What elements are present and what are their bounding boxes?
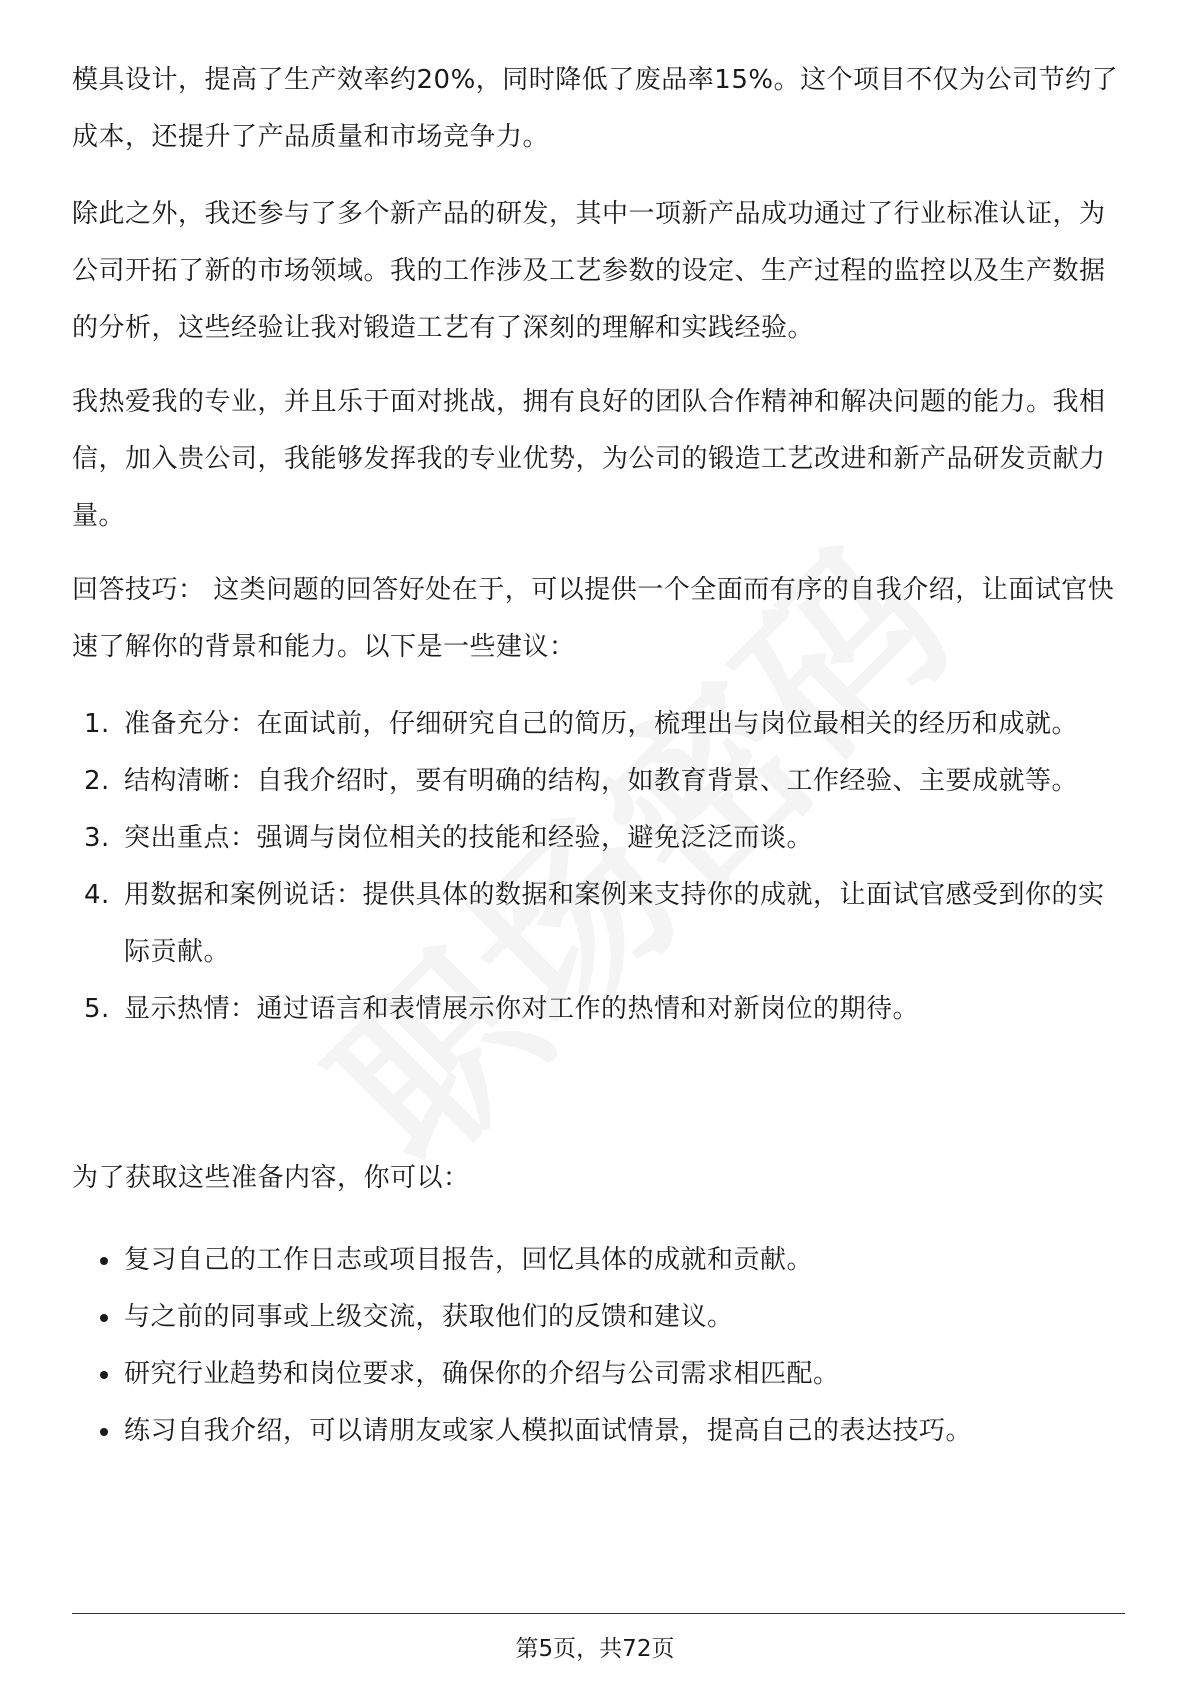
- list-item-text: 准备充分：在面试前，仔细研究自己的简历，梳理出与岗位最相关的经历和成就。: [124, 709, 1079, 739]
- paragraph-prep-intro: 为了获取这些准备内容，你可以：: [72, 1163, 470, 1193]
- bullet-icon: [100, 1314, 108, 1322]
- list-item: [72, 1403, 1122, 1460]
- paragraph-passion: 我热爱我的专业，并且乐于面对挑战，拥有良好的团队合作精神和解决问题的能力。我相信，加入贵公司，我能够发挥我的专业优势，为公司的锻造工艺改进和新产品研发贡献力量。: [72, 387, 1106, 531]
- paragraph-new-products: 除此之外，我还参与了多个新产品的研发，其中一项新产品成功通过了行业标准认证，为公司开拓了新的市场领域。我的工作涉及工艺参数的设定、生产过程的监控以及生产数据的分析，这些经验让我对锻造工艺有了深刻的理解和实践经验。: [72, 199, 1106, 343]
- list-item-text: 突出重点：强调与岗位相关的技能和经验，避免泛泛而谈。: [124, 823, 814, 853]
- list-number: 4.: [84, 880, 110, 910]
- list-item-text: 研究行业趋势和岗位要求，确保你的介绍与公司需求相匹配。: [124, 1359, 840, 1389]
- footer-divider: [72, 1613, 1125, 1614]
- list-number: 5.: [84, 994, 110, 1024]
- list-item: [72, 1346, 1122, 1403]
- list-item-text: 练习自我介绍，可以请朋友或家人模拟面试情景，提高自己的表达技巧。: [124, 1416, 973, 1446]
- list-item: [72, 981, 1122, 1038]
- tips-list: [72, 696, 1122, 1038]
- list-item: [72, 810, 1122, 867]
- list-number: 1.: [84, 709, 110, 739]
- list-item-text: 复习自己的工作日志或项目报告，回忆具体的成就和贡献。: [124, 1245, 814, 1275]
- list-number: 3.: [84, 823, 110, 853]
- list-item-text: 显示热情：通过语言和表情展示你对工作的热情和对新岗位的期待。: [124, 994, 920, 1024]
- list-item: [72, 753, 1122, 810]
- paragraph-project-result: 模具设计，提高了生产效率约20%，同时降低了废品率15%。这个项目不仅为公司节约了成本，还提升了产品质量和市场竞争力。: [72, 65, 1119, 152]
- list-item: [72, 1232, 1122, 1289]
- list-item-text: 结构清晰：自我介绍时，要有明确的结构，如教育背景、工作经验、主要成就等。: [124, 766, 1079, 796]
- prep-list: [72, 1232, 1122, 1460]
- page-number: 第5页，共72页: [515, 1636, 675, 1662]
- list-item: [72, 1289, 1122, 1346]
- list-item: [72, 696, 1122, 753]
- list-number: 2.: [84, 766, 110, 796]
- document-page: [72, 0, 1122, 1684]
- bullet-icon: [100, 1428, 108, 1436]
- list-item-text: 与之前的同事或上级交流，获取他们的反馈和建议。: [124, 1302, 734, 1332]
- paragraph-answer-tips: 回答技巧： 这类问题的回答好处在于，可以提供一个全面而有序的自我介绍，让面试官快速了解你的背景和能力。以下是一些建议：: [72, 575, 1115, 662]
- list-item-text: 用数据和案例说话：提供具体的数据和案例来支持你的成就，让面试官感受到你的实际贡献。: [124, 880, 1105, 967]
- bullet-icon: [100, 1371, 108, 1379]
- bullet-icon: [100, 1257, 108, 1265]
- list-item: [72, 867, 1122, 981]
